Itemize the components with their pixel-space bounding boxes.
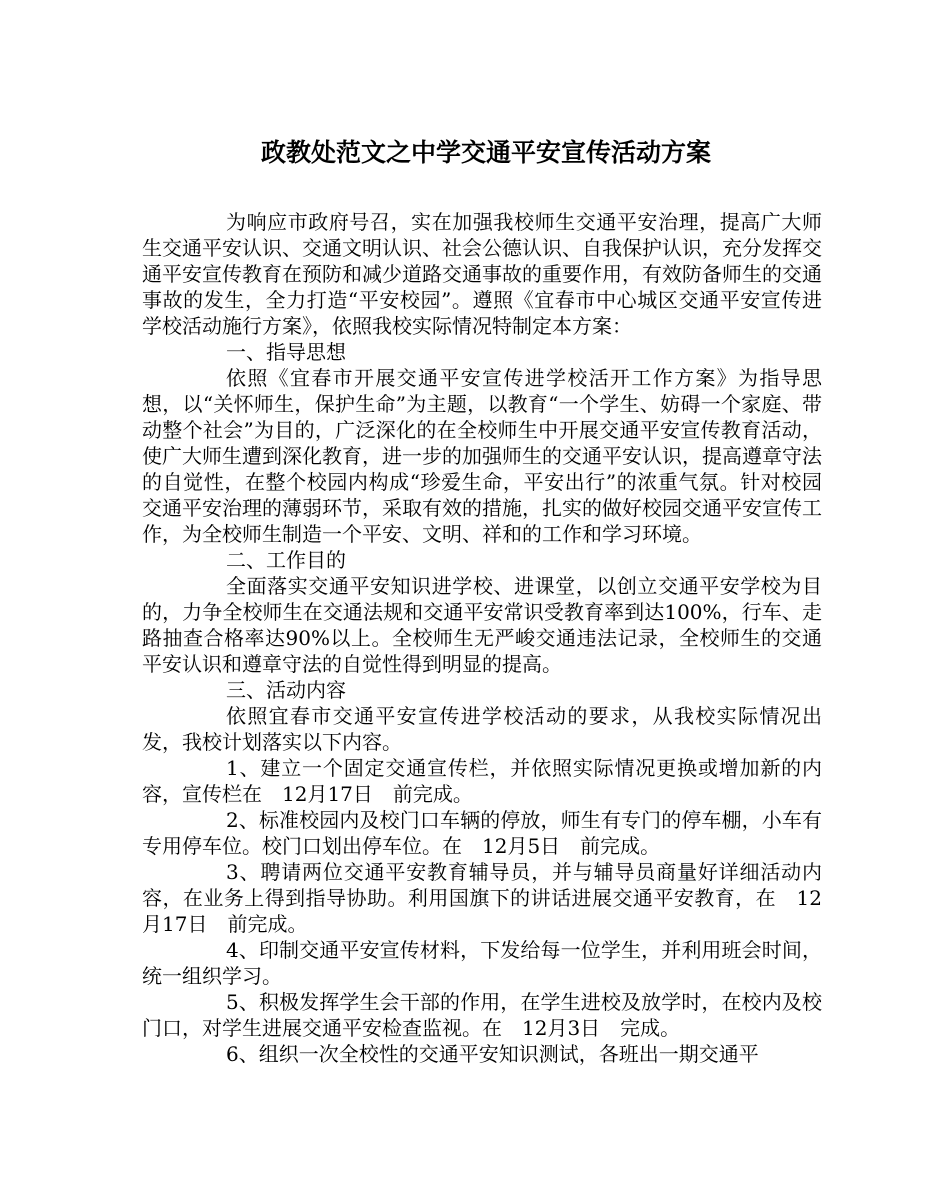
section-heading-guiding-thought: 一、指导思想 xyxy=(226,340,346,364)
section-heading-activity-content: 三、活动内容 xyxy=(226,678,346,702)
list-item-5: 5、积极发挥学生会干部的作用，在学生进校及放学时，在校内及校门口，对学生进展交通平安检查监视。在 12月3日 完成。 xyxy=(142,990,822,1040)
work-goal-paragraph: 全面落实交通平安知识进学校、进课堂，以创立交通平安学校为目的，力争全校师生在交通法规和交通平安常识受教育率到达100%，行车、走路抽查合格率达90%以上。全校师生无严峻交通违法记录，全校师生的交通平安认识和遵章守法的自觉性得到明显的提高。 xyxy=(142,574,822,676)
activity-content-paragraph: 依照宜春市交通平安宣传进学校活动的要求，从我校实际情况出发，我校计划落实以下内容。 xyxy=(142,704,822,754)
list-item-2: 2、标准校园内及校门口车辆的停放，师生有专门的停车棚，小车有专用停车位。校门口划出停车位。在 12月5日 前完成。 xyxy=(142,808,822,858)
list-item-3: 3、聘请两位交通平安教育辅导员，并与辅导员商量好详细活动内容，在业务上得到指导协助。利用国旗下的讲话进展交通平安教育，在 12月17日 前完成。 xyxy=(142,860,822,936)
guiding-thought-paragraph: 依照《宜春市开展交通平安宣传进学校活开工作方案》为指导思想，以“关怀师生，保护生命”为主题，以教育“一个学生、妨碍一个家庭、带动整个社会”为目的，广泛深化的在全校师生中开展交通平安宣传教育活动，使广大师生遭到深化教育，进一步的加强师生的交通平安认识，提高遵章守法的自觉性，在整个校园内构成“珍爱生命，平安出行”的浓重气氛。针对校园交通平安治理的薄弱环节，采取有效的措施，扎实的做好校园交通平安宣传工作，为全校师生制造一个平安、文明、祥和的工作和学习环境。 xyxy=(142,366,822,546)
list-item-4: 4、印制交通平安宣传材料，下发给每一位学生，并利用班会时间，统一组织学习。 xyxy=(142,938,822,988)
document-title: 政教处范文之中学交通平安宣传活动方案 xyxy=(260,138,711,167)
list-item-6: 6、组织一次全校性的交通平安知识测试，各班出一期交通平 xyxy=(226,1042,759,1066)
section-heading-work-goal: 二、工作目的 xyxy=(226,548,346,572)
intro-paragraph: 为响应市政府号召，实在加强我校师生交通平安治理，提高广大师生交通平安认识、交通文明认识、社会公德认识、自我保护认识，充分发挥交通平安宣传教育在预防和减少道路交通事故的重要作用，有效防备师生的交通事故的发生，全力打造“平安校园”。遵照《宜春市中心城区交通平安宣传进学校活动施行方案》，依照我校实际情况特制定本方案： xyxy=(142,210,822,338)
list-item-1: 1、建立一个固定交通宣传栏，并依照实际情况更换或增加新的内容，宣传栏在 12月17日 前完成。 xyxy=(142,756,822,806)
document-body xyxy=(142,209,822,1067)
document-page xyxy=(142,0,822,1067)
